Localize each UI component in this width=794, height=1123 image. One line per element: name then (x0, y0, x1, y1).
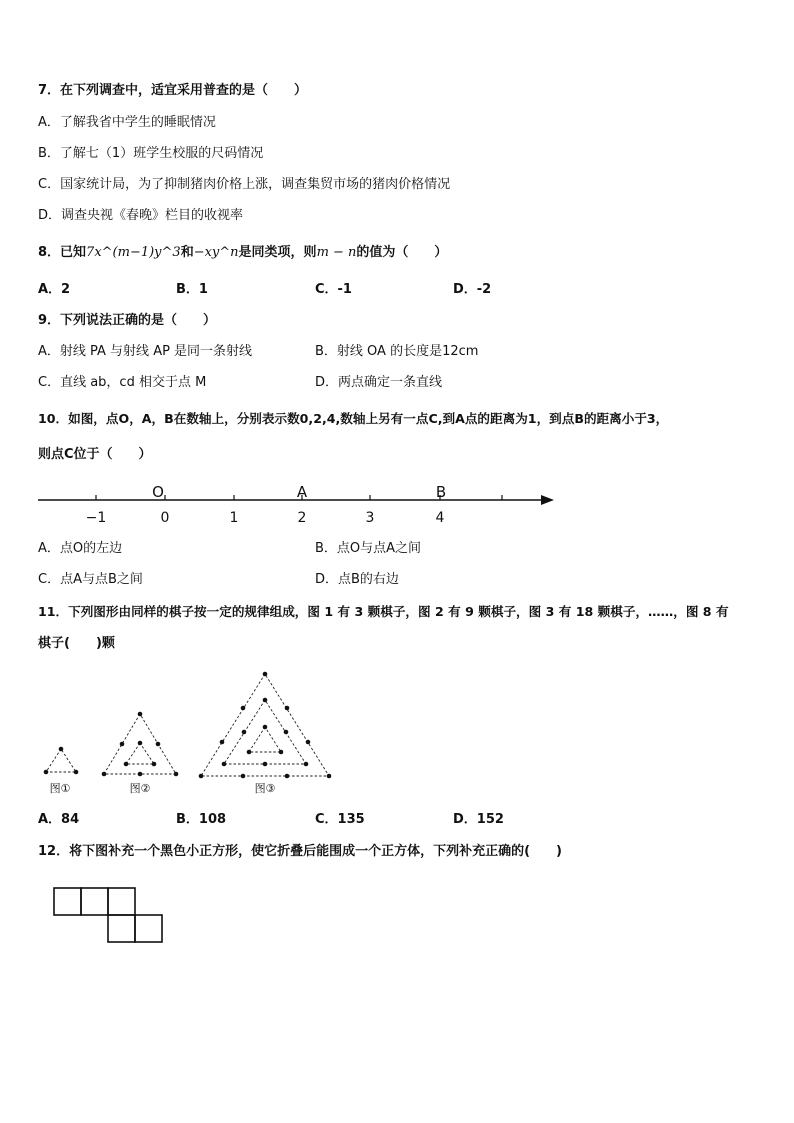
figure-1-triangle (46, 749, 76, 772)
number-line-arrow (541, 495, 554, 505)
q8-option-a: A．2 (38, 282, 71, 297)
q11-option-d: D．152 (453, 812, 504, 827)
tick-label-3: 3 (365, 510, 375, 526)
q8-expr-2: −xy^n (193, 245, 239, 260)
chess-piece (279, 750, 284, 755)
tick-label-0: 0 (160, 510, 170, 526)
cube-net-figure (52, 886, 168, 948)
chess-piece (220, 740, 225, 745)
q8-option-d: D．-2 (453, 282, 492, 297)
figure-3-label: 图③ (254, 782, 276, 795)
q11-stem-line-1: 11．下列图形由同样的棋子按一定的规律组成，图 1 有 3 颗棋子，图 2 有 9 颗棋子，图 3 有 18 颗棋子，……，图 8 有 (38, 604, 729, 619)
chess-piece (242, 730, 247, 735)
chess-piece (44, 770, 49, 775)
q8-and: 和 (180, 245, 194, 260)
figure-3-inner-triangle (249, 727, 281, 752)
tick-label-2: 2 (297, 510, 307, 526)
chess-piece (247, 750, 252, 755)
q8-option-b: B．1 (176, 282, 208, 297)
q10-option-d: D．点B的右边 (315, 572, 399, 587)
q7-stem: 7．在下列调查中，适宜采用普查的是（ ） (38, 83, 308, 98)
q12-stem: 12．将下图补充一个黑色小正方形，使它折叠后能围成一个正方体，下列补充正确的( ) (38, 844, 562, 859)
chess-piece (241, 774, 246, 779)
q7-option-d: D．调查央视《春晚》栏目的收视率 (38, 208, 244, 223)
chess-piece (138, 772, 143, 777)
chess-piece (327, 774, 332, 779)
chess-piece (199, 774, 204, 779)
chess-piece (124, 762, 129, 767)
chess-piece (156, 742, 161, 747)
q10-stem-line-1: 10．如图，点O，A，B在数轴上，分别表示数0,2,4,数轴上另有一点C,到A点的距离为1，到点B的距离小于3， (38, 411, 669, 426)
q8-end: 的值为（ ） (356, 245, 448, 260)
figure-3 (199, 672, 332, 795)
chess-pieces-figure (36, 664, 336, 798)
figure-3-middle-triangle (224, 700, 306, 764)
figure-2-label: 图② (129, 782, 151, 795)
tick-label-4: 4 (435, 510, 445, 526)
number-line-figure (36, 480, 558, 528)
q8-expr-3: m − n (316, 245, 357, 260)
chess-piece (285, 706, 290, 711)
chess-piece (174, 772, 179, 777)
q9-option-c: C．直线 ab，cd 相交于点 M (38, 375, 207, 390)
q11-option-a: A．84 (38, 812, 80, 827)
chess-piece (306, 740, 311, 745)
q8-expr-1: 7x^(m−1)y^3 (86, 245, 181, 260)
chess-piece (263, 725, 268, 730)
q8-mid: 是同类项，则 (238, 245, 317, 260)
q11-stem-line-2: 棋子( )颗 (38, 636, 115, 651)
chess-piece (138, 741, 143, 746)
q9-option-a: A．射线 PA 与射线 AP 是同一条射线 (38, 344, 253, 359)
point-label-a: A (296, 483, 308, 501)
chess-piece (102, 772, 107, 777)
q9-option-b: B．射线 OA 的长度是12cm (315, 344, 479, 359)
q10-option-a: A．点O的左边 (38, 541, 123, 556)
figure-2 (102, 712, 179, 795)
tick-label-1: 1 (229, 510, 239, 526)
q8-option-c: C．-1 (315, 282, 352, 297)
q7-option-a: A．了解我省中学生的睡眠情况 (38, 115, 216, 130)
net-square (108, 888, 135, 915)
figure-1 (44, 747, 79, 795)
q10-option-c: C．点A与点B之间 (38, 572, 143, 587)
net-square (108, 915, 135, 942)
net-square (135, 915, 162, 942)
q9-stem: 9．下列说法正确的是（ ） (38, 313, 217, 328)
figure-2-inner-triangle (126, 743, 154, 764)
q8-stem (38, 245, 447, 261)
point-label-b: B (435, 483, 447, 501)
point-label-o: O (152, 483, 164, 501)
chess-piece (241, 706, 246, 711)
q10-option-b: B．点O与点A之间 (315, 541, 422, 556)
chess-piece (59, 747, 64, 752)
q11-option-b: B．108 (176, 812, 227, 827)
chess-piece (120, 742, 125, 747)
chess-piece (74, 770, 79, 775)
q7-option-c: C．国家统计局，为了抑制猪肉价格上涨，调查集贸市场的猪肉价格情况 (38, 177, 451, 192)
chess-piece (152, 762, 157, 767)
net-square (81, 888, 108, 915)
net-square (54, 888, 81, 915)
tick-label-minus-1: −1 (85, 510, 107, 526)
chess-piece (263, 672, 268, 677)
chess-piece (222, 762, 227, 767)
q11-option-c: C．135 (315, 812, 365, 827)
chess-piece (304, 762, 309, 767)
q10-stem-line-2: 则点C位于（ ） (38, 447, 152, 462)
chess-piece (285, 774, 290, 779)
chess-piece (138, 712, 143, 717)
q9-option-d: D．两点确定一条直线 (315, 375, 443, 390)
chess-piece (284, 730, 289, 735)
chess-piece (263, 698, 268, 703)
chess-piece (263, 762, 268, 767)
q7-option-b: B．了解七（1）班学生校服的尺码情况 (38, 146, 264, 161)
q8-stem-pre: 8．已知 (38, 245, 87, 260)
figure-1-label: 图① (49, 782, 71, 795)
